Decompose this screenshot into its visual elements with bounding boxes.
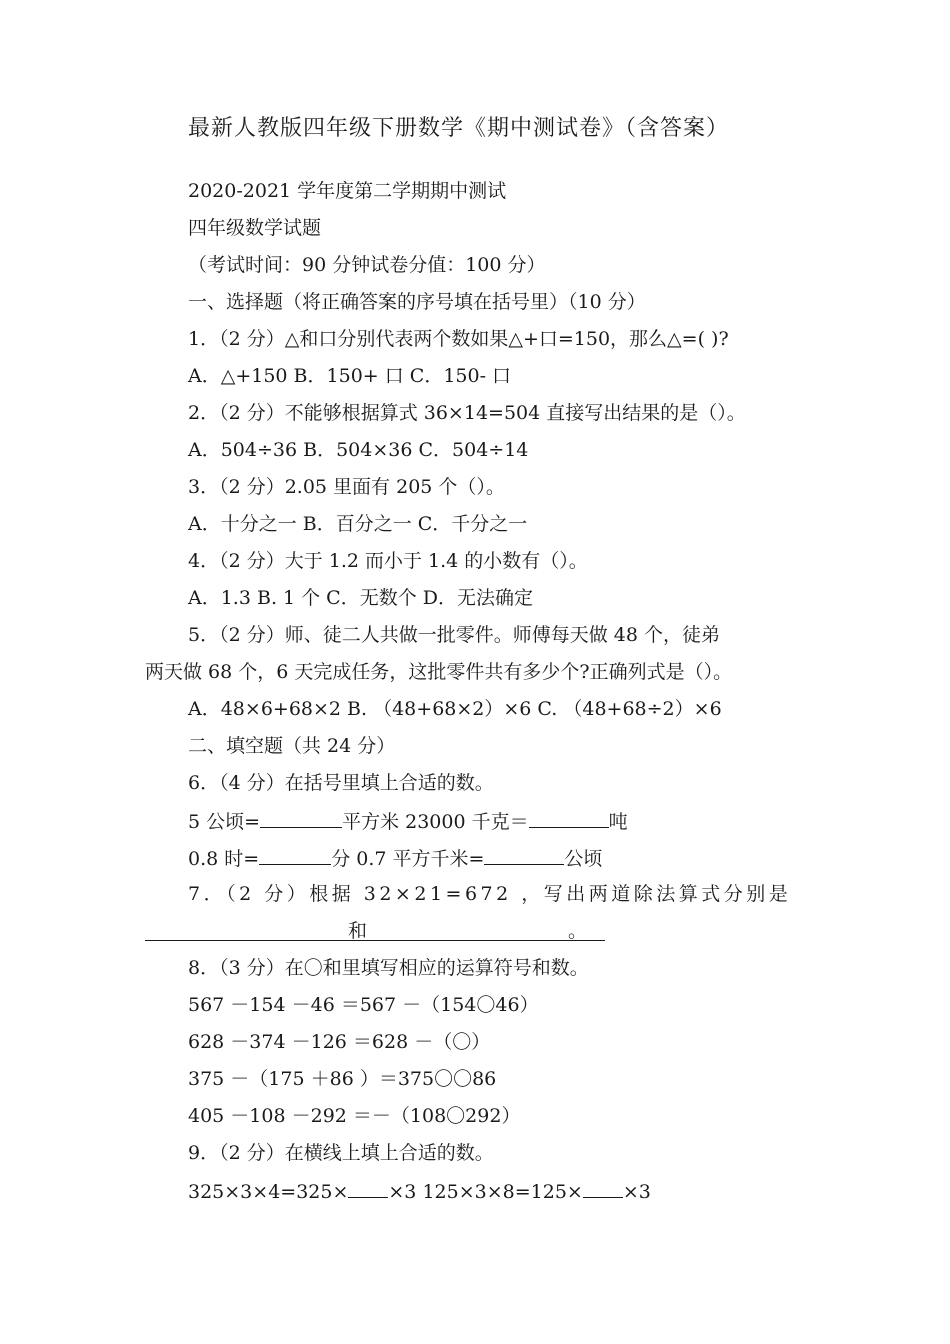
school-year: 2020-2021 学年度第二学期期中测试 bbox=[188, 180, 507, 202]
question-1: 1．（2 分）△和口分别代表两个数如果△+口=150，那么△=( )? bbox=[188, 328, 729, 350]
question-5-line-1: 5．（2 分）师、徒二人共做一批零件。师傅每天做 48 个，徒弟 bbox=[188, 624, 720, 646]
question-2-options: A．504÷36 B．504×36 C．504÷14 bbox=[188, 439, 529, 461]
question-7-answer-line[interactable] bbox=[145, 922, 605, 941]
question-5-line-2: 两天做 68 个，6 天完成任务，这批零件共有多少个?正确列式是（）。 bbox=[145, 661, 733, 683]
question-8-row-1: 567 －154 －46 ＝567 －（154〇46） bbox=[188, 994, 539, 1016]
question-9-row-1 bbox=[188, 1177, 651, 1205]
q6-r1-text-a: 5 公顷= bbox=[188, 811, 261, 833]
question-6-row-2 bbox=[188, 844, 602, 872]
question-7-and: 和 bbox=[348, 920, 368, 942]
question-8: 8．（3 分）在〇和里填写相应的运算符号和数。 bbox=[188, 957, 589, 979]
question-6: 6．（4 分）在括号里填上合适的数。 bbox=[188, 772, 494, 794]
q9-text-b: ×3 125×3×8=125× bbox=[388, 1181, 583, 1203]
question-7: 7．（2 分）根据 32×21=672 ，写出两道除法算式分别是 bbox=[188, 883, 792, 905]
q9-text-a: 325×3×4=325× bbox=[188, 1181, 349, 1203]
question-1-options: A．△+150 B．150+ 口 C．150- 口 bbox=[188, 365, 512, 387]
question-6-row-1 bbox=[188, 807, 628, 835]
subject-title: 四年级数学试题 bbox=[188, 217, 322, 239]
question-3-options: A．十分之一 B．百分之一 C．千分之一 bbox=[188, 513, 528, 535]
question-2: 2．（2 分）不能够根据算式 36×14=504 直接写出结果的是（）。 bbox=[188, 402, 746, 424]
answer-blank[interactable] bbox=[348, 1177, 388, 1198]
q6-r1-text-c: 吨 bbox=[608, 811, 628, 833]
answer-blank[interactable] bbox=[529, 807, 609, 828]
q6-r1-text-b: 平方米 23000 千克＝ bbox=[342, 811, 529, 833]
question-8-row-2: 628 －374 －126 ＝628 －（〇） bbox=[188, 1031, 491, 1053]
question-9: 9．（2 分）在横线上填上合适的数。 bbox=[188, 1142, 494, 1164]
section-2-heading: 二、填空题（共 24 分） bbox=[188, 735, 396, 757]
section-1-heading: 一、选择题（将正确答案的序号填在括号里）（10 分） bbox=[188, 291, 646, 313]
question-8-row-3: 375 －（175 ＋86 ）＝375〇〇86 bbox=[188, 1068, 497, 1090]
question-4-options: A．1.3 B. 1 个 C．无数个 D．无法确定 bbox=[188, 587, 533, 609]
question-4: 4．（2 分）大于 1.2 而小于 1.4 的小数有（）。 bbox=[188, 550, 588, 572]
document-title: 最新人教版四年级下册数学《期中测试卷》（含答案） bbox=[188, 116, 730, 141]
question-3: 3．（2 分）2.05 里面有 205 个（）。 bbox=[188, 476, 505, 498]
answer-blank[interactable] bbox=[583, 1177, 623, 1198]
q6-r2-text-c: 公顷 bbox=[564, 848, 603, 870]
answer-blank[interactable] bbox=[260, 807, 342, 828]
q9-text-c: ×3 bbox=[622, 1181, 651, 1203]
question-5-options: A．48×6+68×2 B. （48+68×2）×6 C. （48+68÷2）×6 bbox=[188, 698, 722, 720]
question-7-end: 。 bbox=[568, 920, 588, 942]
exam-info: （考试时间：90 分钟试卷分值：100 分） bbox=[188, 254, 546, 276]
q6-r2-text-a: 0.8 时= bbox=[188, 848, 260, 870]
q6-r2-text-b: 分 0.7 平方千米= bbox=[331, 848, 485, 870]
answer-blank[interactable] bbox=[484, 844, 564, 865]
answer-blank[interactable] bbox=[259, 844, 331, 865]
question-8-row-4: 405 －108 －292 ＝－（108〇292） bbox=[188, 1105, 521, 1127]
